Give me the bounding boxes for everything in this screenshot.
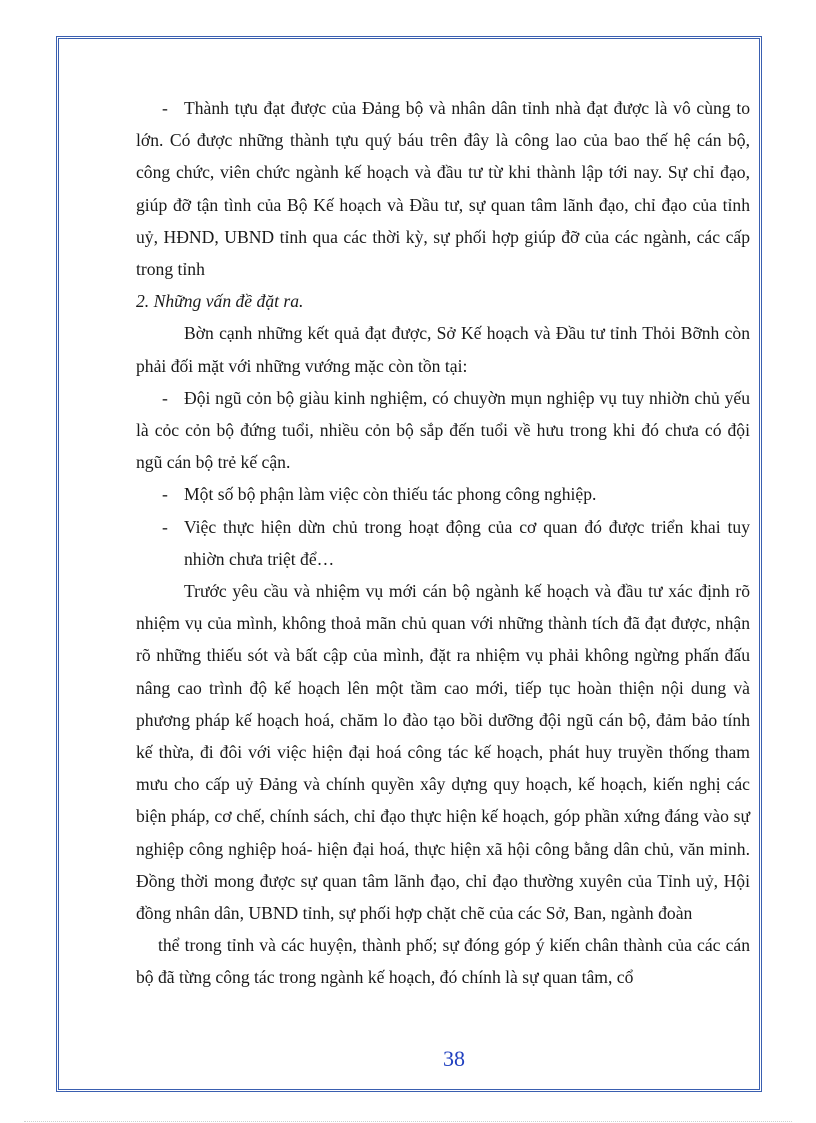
bullet-text: Đội ngũ cỏn bộ giàu kinh nghiệm, có chuyờn mụn nghiệp vụ tuy nhiờn chủ yếu là cỏc cỏn bộ đứng tuổi, nhiều cỏn bộ sắp đến tuổi về hưu trong khi đó chưa có đội ngũ cán bộ trẻ kế cận. (136, 387, 750, 473)
section-heading: 2. Những vấn đề đặt ra. (136, 291, 304, 312)
bullet-democracy (136, 511, 750, 575)
document-body (136, 92, 750, 994)
page-bottom-divider (24, 1121, 792, 1122)
bullet-dash: - (162, 98, 168, 118)
bullet-dash: - (162, 387, 168, 408)
bullet-dash: - (162, 484, 168, 505)
bullet-departments (136, 478, 750, 510)
bullet-achievements (136, 92, 750, 285)
bullet-staff (136, 382, 750, 479)
bullet-text: Thành tựu đạt được của Đảng bộ và nhân dân tỉnh nhà đạt được là vô cùng to lớn. Có được những thành tựu quý báu trên đây là công lao của bao thế hệ cán bộ, công chức, viên chức ngành kế hoạch và đầu tư từ khi thành lập tới nay. Sự chỉ đạo, giúp đỡ tận tình của Bộ Kế hoạch và Đầu tư, sự quan tâm lãnh đạo, chỉ đạo của tỉnh uỷ, HĐND, UBND tỉnh qua các thời kỳ, sự phối hợp giúp đỡ của các ngành, các cấp trong tỉnh (136, 98, 750, 280)
paragraph-continuation: thể trong tỉnh và các huyện, thành phố; sự đóng góp ý kiến chân thành của các cán bộ đã từng công tác trong ngành kế hoạch, đó chính là sự quan tâm, cổ (136, 935, 750, 988)
bullet-text: Một số bộ phận làm việc còn thiếu tác phong công nghiệp. (184, 484, 597, 505)
bullet-dash: - (162, 516, 168, 537)
paragraph-intro-issues: Bờn cạnh những kết quả đạt được, Sở Kế hoạch và Đầu tư tỉnh Thỏi Bỡnh còn phải đối mặt với những vướng mặc còn tồn tại: (136, 323, 750, 376)
page-number: 38 (443, 1046, 465, 1071)
paragraph-tasks: Trước yêu cầu và nhiệm vụ mới cán bộ ngành kế hoạch và đầu tư xác định rõ nhiệm vụ của mình, không thoả mãn chủ quan với những thành tích đã đạt được, nhận rõ những thiếu sót và bất cập của mình, đặt ra nhiệm vụ phải không ngừng phấn đấu nâng cao trình độ kế hoạch lên một tầm cao mới, tiếp tục hoàn thiện nội dung và phương pháp kế hoạch hoá, chăm lo đào tạo bồi dưỡng đội ngũ cán bộ, đảm bảo tính kế thừa, đi đôi với việc hiện đại hoá công tác kế hoạch, phát huy truyền thống tham mưu cho cấp uỷ Đảng và chính quyền xây dựng quy hoạch, kế hoạch, kiến nghị các biện pháp, cơ chế, chính sách, chỉ đạo thực hiện kế hoạch, góp phần xứng đáng vào sự nghiệp công nghiệp hoá- hiện đại hoá, thực hiện xã hội công bằng dân chủ, văn minh. Đồng thời mong được sự quan tâm lãnh đạo, chỉ đạo thường xuyên của Tỉnh uỷ, Hội đồng nhân dân, UBND tỉnh, sự phối hợp chặt chẽ của các Sở, Ban, ngành đoàn (136, 581, 750, 924)
bullet-text: Việc thực hiện dừn chủ trong hoạt động của cơ quan đó được triển khai tuy nhiờn chưa triệt để… (184, 516, 750, 569)
